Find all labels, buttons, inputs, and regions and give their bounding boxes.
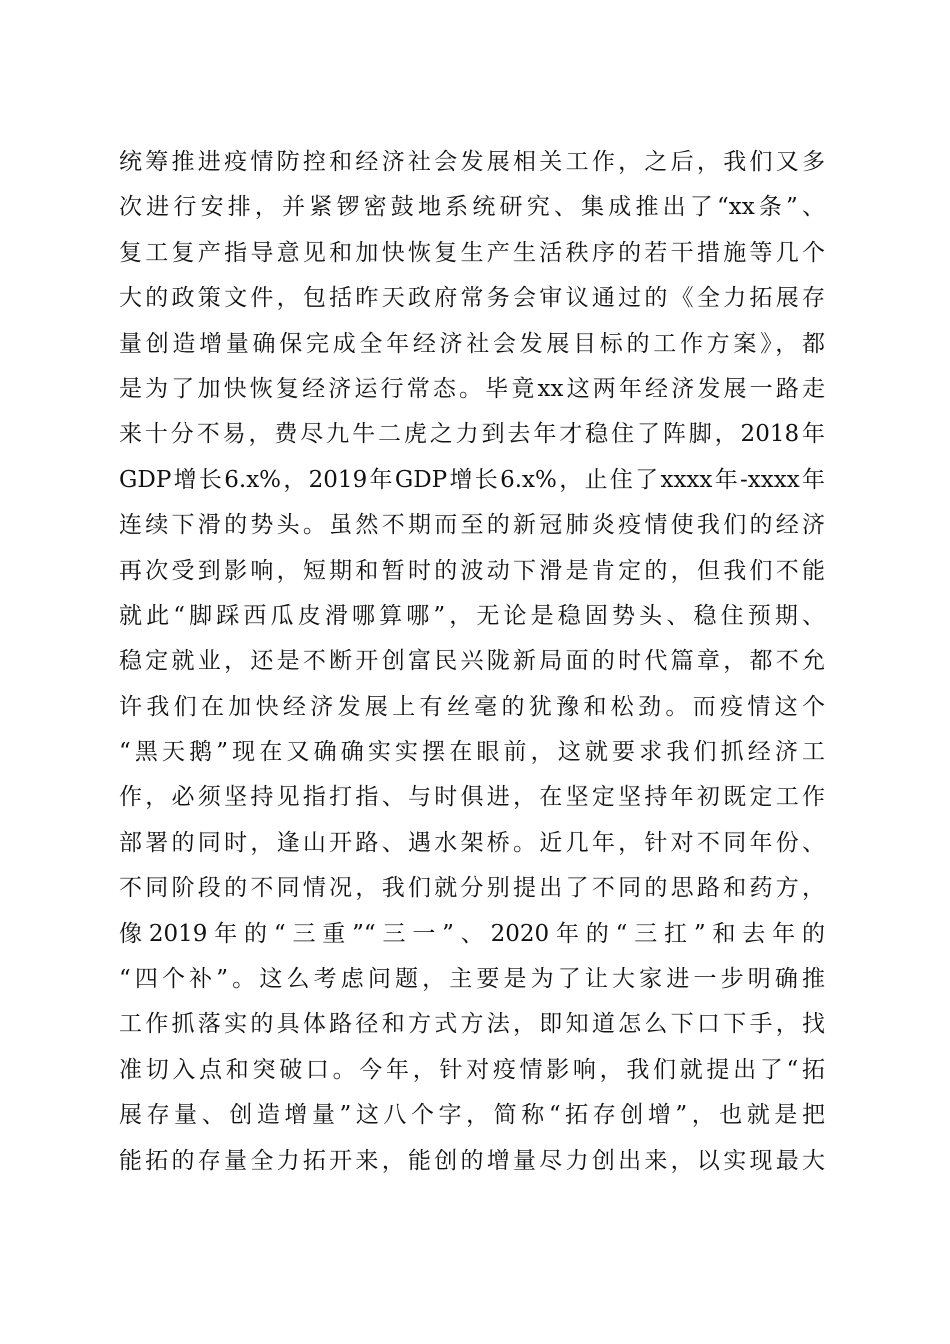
text-line: 来十分不易，费尽九牛二虎之力到去年才稳住了阵脚，2018年 [119,421,825,448]
text-line: 统筹推进疫情防控和经济社会发展相关工作，之后，我们又多 [119,149,825,175]
text-line: GDP增长6.x%，2019年GDP增长6.x%，止住了xxxx年-xxxx年 [119,466,825,493]
text-line: 稳定就业，还是不断开创富民兴陇新局面的时代篇章，都不允 [119,648,825,675]
text-line: 能拓的存量全力拓开来，能创的增量尽力创出来，以实现最大 [119,1147,825,1174]
text-line: 就此“脚踩西瓜皮滑哪算哪”，无论是稳固势头、稳住预期、 [119,602,825,629]
text-line: 像2019年的“三重”“三一”、2020年的“三扛”和去年的 [119,920,825,947]
text-line: 工作抓落实的具体路径和方式方法，即知道怎么下口下手，找 [119,1011,825,1038]
text-line: 次进行安排，并紧锣密鼓地系统研究、集成推出了“xx条”、 [119,194,825,221]
text-line: 大的政策文件，包括昨天政府常务会审议通过的《全力拓展存 [119,285,825,312]
text-line: 部署的同时，逢山开路、遇水架桥。近几年，针对不同年份、 [119,829,825,856]
text-line: 是为了加快恢复经济运行常态。毕竟xx这两年经济发展一路走 [119,375,825,402]
text-line: 不同阶段的不同情况，我们就分别提出了不同的思路和药方， [119,875,825,902]
body-paragraph [119,140,825,1184]
text-line: “四个补”。这么考虑问题，主要是为了让大家进一步明确推 [119,966,825,993]
text-line: 准切入点和突破口。今年，针对疫情影响，我们就提出了“拓 [119,1056,825,1083]
text-line: 作，必须坚持见指打指、与时俱进，在坚定坚持年初既定工作 [119,784,825,811]
text-line: 许我们在加快经济发展上有丝毫的犹豫和松劲。而疫情这个 [119,693,825,720]
text-line: 连续下滑的势头。虽然不期而至的新冠肺炎疫情使我们的经济 [119,512,825,539]
text-line: 复工复产指导意见和加快恢复生产生活秩序的若干措施等几个 [119,239,825,266]
text-line: 量创造增量确保完成全年经济社会发展目标的工作方案》，都 [119,330,825,357]
text-line: 再次受到影响，短期和暂时的波动下滑是肯定的，但我们不能 [119,557,825,584]
text-line: “黑天鹅”现在又确确实实摆在眼前，这就要求我们抓经济工 [119,739,825,766]
text-line: 展存量、创造增量”这八个字，简称“拓存创增”，也就是把 [119,1102,825,1129]
